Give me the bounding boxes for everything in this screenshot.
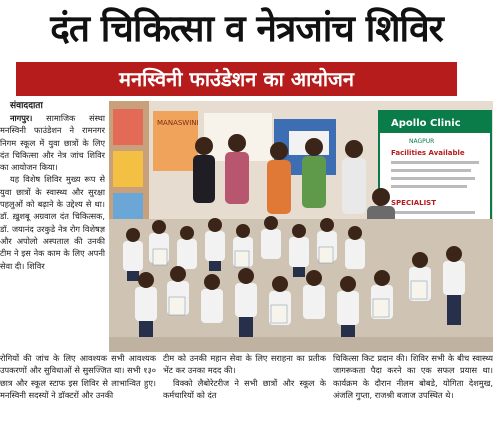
- paragraph-conclusion: चिकित्सा किट प्रदान की। शिविर सभी के बीच स्वास्थ्य जागरूकता पैदा करने का एक सफल प्रयास था। कार्यक्रम के दौरान नीलम बोबडे, योगिता देशमुख, अंजलि गुप्ता, राजश्री बजाज उपस्थित थे।: [333, 353, 493, 401]
- article-subheadline-banner: मनस्विनी फाउंडेशन का आयोजन: [16, 62, 457, 96]
- article-column-bottom-left: [0, 352, 156, 444]
- signboard-title: Apollo Clinic: [391, 118, 461, 129]
- paragraph-vicco: विक्को लैबोरेटरीज ने सभी छात्रों और स्कूल के कर्मचारियों को दंत: [163, 377, 326, 401]
- event-photo-illustration: [109, 101, 493, 352]
- paragraph-details: यह विशेष शिविर मुख्य रूप से युवा छात्रों के स्वास्थ्य और सुरक्षा पहलुओं को बढ़ाने के उद्देश्य से था। डॉ. ख़ुशबू अग्रवाल दंत चिकित्सक, डॉ. जयानंद उरकुडे नेत्र रोग विशेषज्ञ और अपोलो अस्पताल की उनकी टीम ने इस नेक काम के लिए अपनी सेवा दी। शिविर: [0, 174, 105, 271]
- paragraph-intro: [0, 112, 105, 173]
- signboard-heading: Facilities Available: [391, 149, 465, 157]
- event-photo: [109, 101, 493, 352]
- dateline: नागपुर।: [10, 113, 33, 123]
- signboard-specialist: SPECIALIST: [391, 199, 436, 207]
- article-column-bottom-middle: [163, 352, 326, 444]
- paragraph-intro-text: सामाजिक संस्था मनस्विनी फाउंडेशन ने रामनगर निगम स्कूल में युवा छात्रों के लिए दंत चिकित्सा और नेत्र जांच शिविर का आयोजन किया।: [0, 113, 105, 173]
- article-column-left: [0, 100, 105, 346]
- article-column-bottom-right: [333, 352, 493, 444]
- poster-left-label: MANASWINI: [157, 119, 199, 127]
- paragraph-appreciation: टीम को उनकी महान सेवा के लिए सराहना का प्रतीक भेंट कर उनका मदद की।: [163, 353, 326, 376]
- signboard-city: NAGPUR: [409, 138, 435, 145]
- byline: संवाददाता: [10, 101, 43, 111]
- paragraph-equipment: रोगियों की जांच के लिए आवश्यक सभी आवश्यक उपकरणों और सुविधाओं से सुसज्जित था। सभी १३० छात्र और स्कूल स्टाफ इस शिविर से लाभान्वित हुए। मनस्विनी सदस्यों ने डॉक्टरों और उनकी: [0, 353, 156, 401]
- article-headline: दंत चिकित्सा व नेत्रजांच शिविर: [50, 7, 443, 50]
